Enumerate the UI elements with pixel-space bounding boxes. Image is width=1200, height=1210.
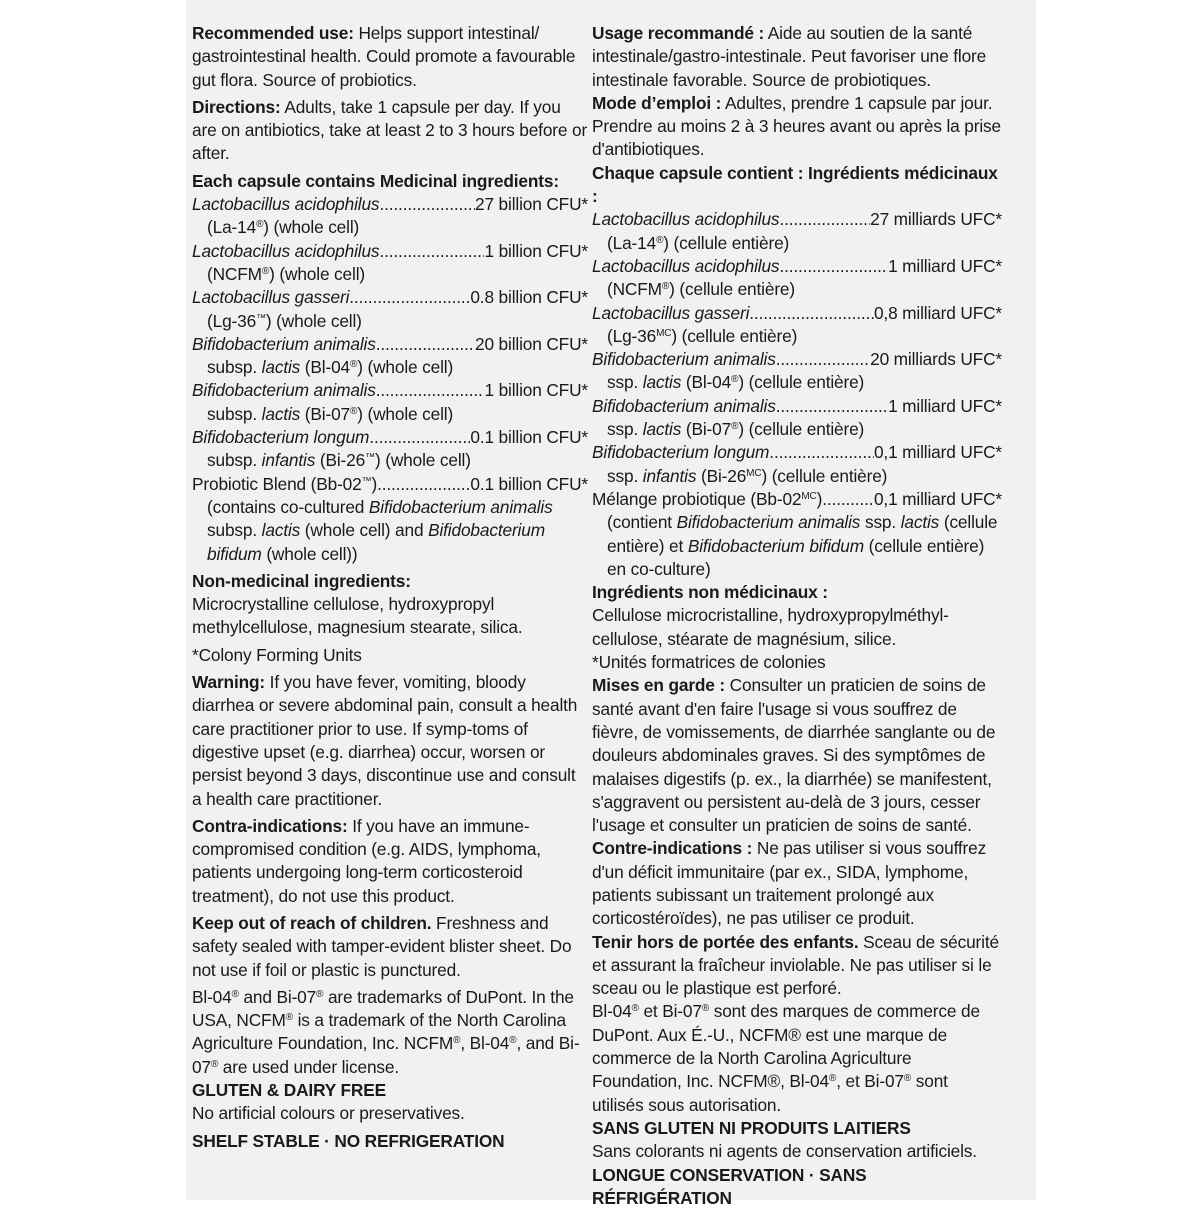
ingredient-row: Lactobacillus gasseri ..... 0,8 milliard UFC* $(Lg-36^{MC})$ (cellule entière)	[592, 302, 1002, 349]
contra-indications: Contre-indications : Ne pas utiliser si vous souffrez d'un déficit immunitaire (par ex., SIDA, lymphome, patients subissant un traitement prolongé aux corticostéroïdes), ne pas utiliser ce produit.	[592, 838, 987, 929]
ingredient-row: Bifidobacterium longum ..... 0,1 milliard UFC* ssp. infantis $(Bi-26^{MC})$ (cellule entière)	[592, 441, 1002, 488]
ingredient-row: Bifidobacterium animalis ..... 20 milliards UFC* ssp. lactis (Bl-04®) (cellule entière)	[592, 348, 1002, 395]
ingredient-row: Lactobacillus gasseri ..... 0.8 billion CFU* (Lg-36™) (whole cell)	[192, 286, 588, 333]
gluten-dairy-free: SANS GLUTEN NI PRODUITS LAITIERS	[592, 1117, 911, 1138]
capsule-heading: Chaque capsule contient : Ingrédients médicinaux :	[592, 162, 998, 207]
ingredient-row: Bifidobacterium animalis ..... 20 billion CFU* subsp. lactis (Bl-04®) (whole cell)	[192, 333, 588, 380]
ingredient-row: Lactobacillus acidophilus ..... 27 milliards UFC* (La-14®) (cellule entière)	[592, 208, 1002, 255]
gluten-dairy-free: GLUTEN & DAIRY FREE	[192, 1080, 386, 1101]
probiotic-blend-row: Mélange probiotique $(Bb-02^{MC})$ ..... 0,1 milliard UFC* (contient Bifidobacterium animalis ssp. lactis (cellule entière) et Bifidobacterium bifidum (cellule entière) en co-culture)	[592, 488, 1002, 581]
ingredient-row: Lactobacillus acidophilus ..... 27 billion CFU* (La-14®) (whole cell)	[192, 193, 588, 240]
recommended-use: Recommended use: Helps support intestinal/ gastrointestinal health. Could promote a favourable gut flora. Source of probiotics.	[192, 23, 576, 90]
french-column	[592, 22, 1002, 1210]
nonmedicinal-text: Microcrystalline cellulose, hydroxypropyl methylcellulose, magnesium stearate, silica.	[192, 594, 523, 638]
ingredient-row: Bifidobacterium longum ..... 0.1 billion CFU* subsp. infantis (Bi-26™) (whole cell)	[192, 426, 588, 473]
directions: Directions: Adults, take 1 capsule per day. If you are on antibiotics, take at least 2 to 3 hours before or after.	[192, 96, 588, 164]
keep-out-of-reach: Keep out of reach of children. Freshness and safety sealed with tamper-evident blister sheet. Do not use if foil or plastic is punctured.	[192, 912, 572, 980]
recommended-use: Usage recommandé : Aide au soutien de la santé intestinale/gastro-intestinale. Peut favoriser une flore intestinale favorable. Source de probiotiques.	[592, 23, 987, 90]
warning: Warning: If you have fever, vomiting, bloody diarrhea or severe abdominal pain, consult a health care practitioner prior to use. If symp-toms of digestive upset (e.g. diarrhea) occur, worsen or persist beyond 3 days, discontinue use and consult a health care practitioner.	[192, 672, 578, 809]
ingredient-row: Bifidobacterium animalis ..... 1 milliard UFC* ssp. lactis (Bi-07®) (cellule entière)	[592, 395, 1002, 442]
shelf-stable: LONGUE CONSERVATION · SANS RÉFRIGÉRATION	[592, 1164, 867, 1208]
nonmedicinal-heading: Non-medicinal ingredients:	[192, 570, 411, 591]
keep-out-of-reach: Tenir hors de portée des enfants. Sceau de sécurité et assurant la fraîcheur inviolable. Ne pas utiliser si le sceau ou le plastique est perforé.	[592, 931, 999, 999]
ingredient-row: Lactobacillus acidophilus ..... 1 milliard UFC* (NCFM®) (cellule entière)	[592, 255, 1002, 302]
nonmedicinal-text: Cellulose microcristalline, hydroxypropylméthyl-cellulose, stéarate de magnésium, silice.	[592, 605, 949, 649]
shelf-stable: SHELF STABLE · NO REFRIGERATION	[192, 1130, 505, 1151]
cfu-note: *Unités formatrices de colonies	[592, 652, 826, 673]
trademark-notice: Bl-04® et Bi-07® sont des marques de commerce de DuPont. Aux É.-U., NCFM® est une marque de commerce de la North Carolina Agriculture Foundation, Inc. NCFM®, Bl-04®, et Bi-07® sont utilisés sous autorisation.	[592, 1001, 980, 1115]
trademark-notice: Bl-04® and Bi-07® are trademarks of DuPont. In the USA, NCFM® is a trademark of the North Carolina Agriculture Foundation, Inc. NCFM®, Bl-04®, and Bi-07® are used under license.	[192, 986, 580, 1077]
probiotic-blend-row: Probiotic Blend (Bb-02™) ..... 0.1 billion CFU* (contains co-cultured Bifidobacterium animalis subsp. lactis (whole cell) and Bifidobacterium bifidum (whole cell))	[192, 473, 588, 566]
warning: Mises en garde : Consulter un praticien de soins de santé avant d'en faire l'usage si vous souffrez de fièvre, de vomissements, de diarrhée sanglante ou de douleurs abdominales graves. Si des symptômes de malaises digestifs (p. ex., la diarrhée) se manifestent, s'aggravent ou persistent au-delà de 3 jours, cesser l'usage et consulter un praticien de soins de santé.	[592, 675, 996, 836]
ingredient-row: Lactobacillus acidophilus ..... 1 billion CFU* (NCFM®) (whole cell)	[192, 240, 588, 287]
directions: Mode d’emploi : Adultes, prendre 1 capsule par jour. Prendre au moins 2 à 3 heures avant ou après la prise d'antibiotiques.	[592, 92, 1001, 160]
cfu-note: *Colony Forming Units	[192, 644, 362, 665]
contra-indications: Contra-indications: If you have an immune-compromised condition (e.g. AIDS, lymphoma, patients undergoing long-term corticosteroid treatment), do not use this product.	[192, 815, 541, 906]
nonmedicinal-heading: Ingrédients non médicinaux :	[592, 582, 828, 603]
ingredient-row: Bifidobacterium animalis ..... 1 billion CFU* subsp. lactis (Bi-07®) (whole cell)	[192, 379, 588, 426]
capsule-heading: Each capsule contains Medicinal ingredients:	[192, 170, 559, 191]
no-artificial: No artificial colours or preservatives.	[192, 1103, 465, 1124]
english-column	[192, 22, 588, 1153]
no-artificial: Sans colorants ni agents de conservation artificiels.	[592, 1141, 977, 1162]
